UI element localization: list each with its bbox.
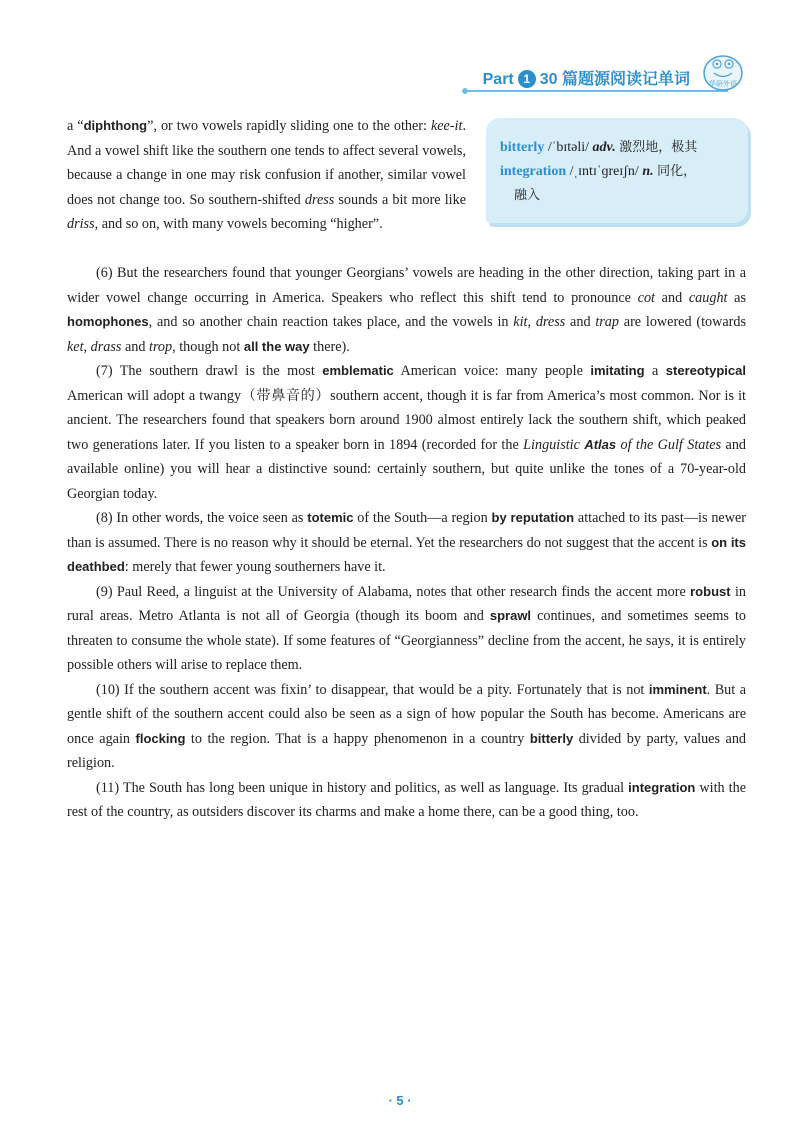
- key-word: all the way: [243, 338, 310, 354]
- paragraph-7: [67, 359, 746, 506]
- key-word: stereotypical: [665, 363, 746, 378]
- text: sounds a bit more like: [334, 191, 466, 208]
- text: . And a vowel shift like the southern one tends to affect several vowels, because a change in one may risk confusion if another, similar vowel does not change too. So southern-shifted: [67, 118, 466, 208]
- italic-term: of the Gulf States: [620, 436, 722, 453]
- text: continues, and sometimes seems to threaten to consume the whole state). If some features of “Georgianness” decline from the accent, he says, it is entirely possible others will arise to replace them.: [67, 608, 746, 673]
- text: , and so on, with many vowels becoming “higher”.: [94, 216, 383, 232]
- vocab-meaning: 同化，: [657, 164, 697, 179]
- vocab-word: integration: [500, 164, 567, 179]
- text: a: [644, 363, 666, 379]
- key-word: totemic: [307, 510, 354, 525]
- key-word: diphthong: [83, 118, 148, 133]
- italic-term: drass: [90, 338, 122, 355]
- text: (9) Paul Reed, a linguist at the University of Alabama, notes that other research finds the accent more: [96, 583, 691, 600]
- key-word: imitating: [590, 363, 645, 378]
- text: (7) The southern drawl is the most: [96, 363, 323, 379]
- key-word: bitterly: [529, 730, 574, 746]
- text: in rural areas. Metro Atlanta is not all of Georgia (though its boom and: [67, 583, 746, 624]
- text: (6) But the researchers found that younger Georgians’ vowels are heading in the other direction, taking part in a wider vowel change occurring in America. Speakers who reflect this shift tend to pronounce: [67, 265, 746, 306]
- text: attached to its past—is newer than is assumed. There is no reason why it should be eternal. Yet the researchers do not suggest that the accent is: [67, 510, 746, 551]
- vocab-pos: adv.: [592, 140, 616, 155]
- key-word: homophones: [67, 314, 149, 329]
- italic-term: caught: [688, 289, 728, 306]
- paragraph-8: [67, 506, 746, 580]
- text: and: [121, 338, 149, 355]
- text: (10) If the southern accent was fixin’ to disappear, that would be a pity. Fortunately that is not: [96, 681, 649, 698]
- paragraph-11: [67, 776, 746, 825]
- italic-term: dress: [535, 314, 566, 330]
- header-title: [483, 66, 690, 89]
- publisher-logo: [702, 54, 744, 92]
- key-word: robust: [690, 583, 731, 599]
- text: with the rest of the country, as outsiders discover its charms and make a home there, can be a good thing, too.: [67, 779, 746, 820]
- text: and available online) you will hear a distinctive sound: certainly southern, but quite unlike the tones of a 70-year-old Georgian today.: [67, 436, 747, 502]
- logo-text: 华研外语: [709, 81, 737, 88]
- text: and: [565, 314, 596, 330]
- page-number: · 5 ·: [388, 1093, 412, 1108]
- paragraph-continued: [67, 114, 466, 237]
- paragraph-9: [67, 580, 746, 678]
- text: (8) In other words, the voice seen as: [96, 510, 308, 526]
- vocab-meaning-cont: 融入: [514, 188, 541, 203]
- text: , and so another chain reaction takes place, and the vowels in: [148, 314, 514, 330]
- vocabulary-box: [486, 118, 748, 223]
- header-rule: [468, 90, 728, 92]
- text: are lowered (towards: [618, 314, 746, 330]
- text: a “: [67, 118, 84, 134]
- text: of the South—a region: [353, 510, 492, 526]
- paragraph-10: [67, 678, 746, 776]
- key-word: Atlas: [584, 436, 617, 452]
- italic-term: Linguistic: [523, 436, 580, 453]
- key-word: imminent: [648, 681, 707, 697]
- vocab-meaning: 激烈地，极其: [619, 140, 698, 155]
- italic-term: dress: [304, 191, 335, 208]
- italic-term: trop: [149, 338, 173, 355]
- text: there).: [309, 338, 350, 355]
- italic-term: trap: [595, 314, 619, 330]
- vocab-phonetic: /ˈbɪtəli/: [547, 140, 590, 155]
- paragraph-6: [67, 261, 746, 359]
- italic-term: kit: [513, 314, 528, 330]
- article-body: [67, 261, 746, 825]
- text: divided by party, values and religion.: [67, 730, 747, 771]
- key-word: emblematic: [322, 363, 394, 378]
- text: . But a gentle shift of the southern accent could also be seen as a sign of how popular the South has become. Americans are once again: [67, 681, 747, 747]
- text: (11) The South has long been unique in history and politics, as well as language. Its gradual: [96, 779, 629, 796]
- text: : merely that fewer young southerners have it.: [124, 559, 386, 575]
- key-word: flocking: [135, 730, 186, 746]
- text: American will adopt a twangy（带鼻音的）southern accent, though it is far from America’s most common. Nor is it ancient. The researchers found that speakers born around 1900 almost entirely lack the southern shift, which peaked two generations later. If you listen to a speaker born in 1894 (recorded for the: [67, 387, 746, 453]
- vocab-entry-integration-cont: [514, 184, 540, 208]
- text: American voice: many people: [393, 363, 591, 379]
- italic-term: cot: [637, 289, 655, 306]
- vocab-entry-integration: [500, 160, 696, 184]
- text: as: [727, 289, 746, 306]
- italic-term: ket: [67, 338, 84, 355]
- text: ”, or two vowels rapidly sliding one to the other:: [147, 118, 431, 134]
- key-word: on its deathbed: [67, 534, 746, 574]
- vocab-phonetic: /ˌɪntɪˈɡreɪʃn/: [569, 164, 639, 179]
- text: and: [655, 289, 689, 306]
- key-word: by reputation: [491, 510, 575, 525]
- part-number-badge: 1: [518, 70, 536, 88]
- text: to the region. That is a happy phenomenon in a country: [185, 730, 530, 747]
- part-label: Part: [482, 71, 514, 88]
- italic-term: driss: [67, 216, 95, 232]
- key-word: sprawl: [489, 608, 532, 623]
- italic-term: kee-it: [430, 118, 463, 134]
- page-header: [468, 62, 748, 92]
- vocab-entry-bitterly: [500, 136, 697, 160]
- text: , though not: [172, 338, 244, 355]
- vocab-word: bitterly: [500, 140, 545, 155]
- key-word: integration: [628, 779, 696, 795]
- section-title: 30 篇题源阅读记单词: [539, 71, 690, 88]
- text: ,: [83, 338, 91, 355]
- vocab-pos: n.: [642, 164, 654, 179]
- text: ,: [527, 314, 536, 330]
